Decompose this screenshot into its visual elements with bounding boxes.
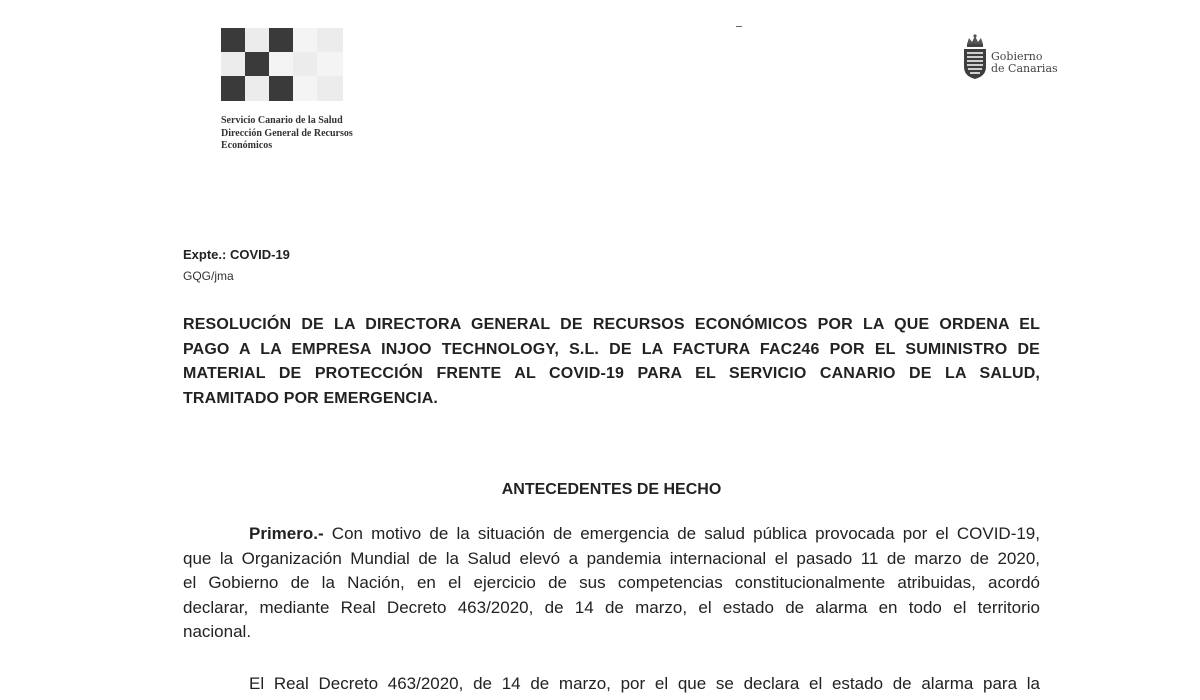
paragraph-lead: Primero.- bbox=[249, 524, 324, 543]
title-line: RESOLUCIÓN DE LA DIRECTORA GENERAL DE RECURSOS ECONÓMICOS POR LA QUE ORDENA EL bbox=[183, 316, 1040, 333]
gov-logo-line: Gobierno bbox=[991, 50, 1043, 63]
expediente-number: Expte.: COVID-19 bbox=[183, 247, 290, 262]
title-line: TRAMITADO POR EMERGENCIA. bbox=[183, 389, 439, 407]
title-line: MATERIAL DE PROTECCIÓN FRENTE AL COVID-19 PARA EL SERVICIO CANARIO DE LA SALUD, bbox=[183, 365, 1040, 382]
document-reference: GQG/jma bbox=[183, 269, 234, 283]
paragraph-line bbox=[183, 672, 1040, 697]
title-line: PAGO A LA EMPRESA INJOO TECHNOLOGY, S.L. DE LA FACTURA FAC246 POR EL SUMINISTRO DE bbox=[183, 340, 1040, 358]
organization-name bbox=[221, 115, 353, 153]
section-heading: ANTECEDENTES DE HECHO bbox=[501, 481, 722, 498]
org-line: Dirección General de Recursos bbox=[221, 127, 353, 139]
scs-logo-icon bbox=[221, 28, 343, 101]
scan-mark bbox=[736, 26, 742, 27]
paragraph-text: El Real Decreto 463/2020, de 14 de marzo, por el que se declara el estado de alarma para la bbox=[249, 674, 1040, 693]
org-line: Servicio Canario de la Salud bbox=[221, 115, 343, 126]
paragraph-line: que la Organización Mundial de la Salud elevó a pandemia internacional el pasado 11 de marzo de 2020, bbox=[183, 548, 1040, 568]
resolution-title bbox=[183, 313, 1040, 411]
paragraph-text: Con motivo de la situación de emergencia de salud pública provocada por el COVID-19, bbox=[323, 524, 1040, 543]
gobierno-canarias-crest-icon bbox=[962, 34, 988, 80]
paragraph-line bbox=[183, 522, 1040, 547]
paragraph-line: declarar, mediante Real Decreto 463/2020, de 14 de marzo, el estado de alarma en todo el territorio bbox=[183, 597, 1040, 617]
gobierno-canarias-wordmark bbox=[991, 51, 1058, 75]
org-line: Económicos bbox=[221, 140, 273, 151]
gov-logo-line: de Canarias bbox=[991, 62, 1058, 75]
paragraph-line: nacional. bbox=[183, 622, 252, 641]
paragraph-primero bbox=[183, 522, 1040, 645]
paragraph-real-decreto bbox=[183, 672, 1040, 697]
gobierno-canarias-logo bbox=[962, 34, 1066, 82]
paragraph-line: el Gobierno de la Nación, en el ejercicio de sus competencias constitucionalmente atribuidas, acordó bbox=[183, 573, 1040, 592]
